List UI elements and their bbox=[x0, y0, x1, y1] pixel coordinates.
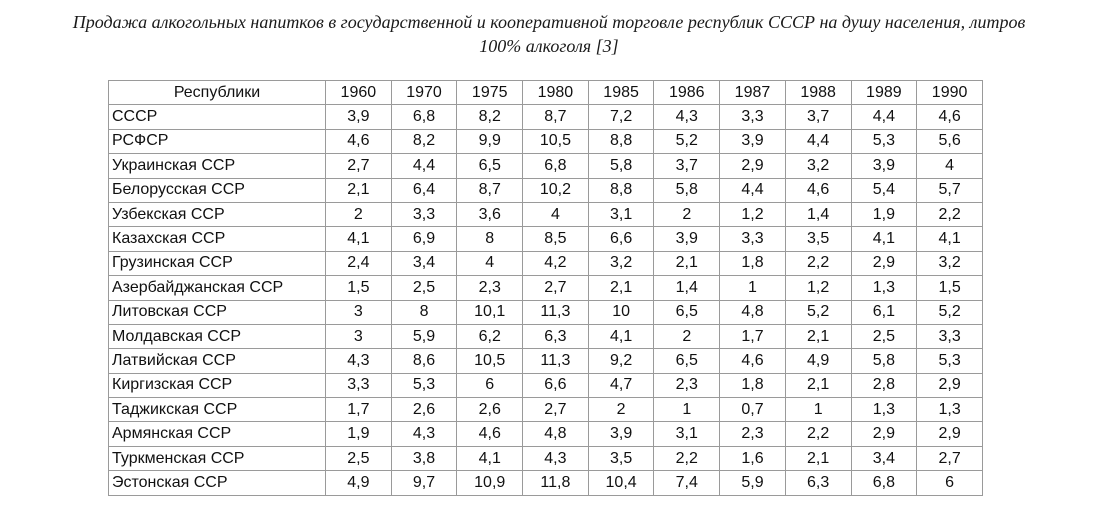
alcohol-sales-table bbox=[108, 80, 983, 496]
value-cell: 2,7 bbox=[523, 398, 589, 422]
value-cell: 1,7 bbox=[326, 398, 392, 422]
column-header-year: 1986 bbox=[654, 81, 720, 105]
column-header-year: 1990 bbox=[917, 81, 983, 105]
value-cell: 1,9 bbox=[326, 422, 392, 446]
value-cell: 1,2 bbox=[720, 202, 786, 226]
value-cell: 2,1 bbox=[588, 276, 654, 300]
table-row bbox=[109, 398, 983, 422]
table-row bbox=[109, 227, 983, 251]
value-cell: 2,2 bbox=[654, 446, 720, 470]
value-cell: 4,1 bbox=[917, 227, 983, 251]
value-cell: 3,7 bbox=[785, 105, 851, 129]
value-cell: 3,9 bbox=[326, 105, 392, 129]
value-cell: 4 bbox=[523, 202, 589, 226]
value-cell: 6,8 bbox=[391, 105, 457, 129]
value-cell: 10,5 bbox=[457, 349, 523, 373]
value-cell: 6 bbox=[457, 373, 523, 397]
republic-name-cell: РСФСР bbox=[109, 129, 326, 153]
value-cell: 6,9 bbox=[391, 227, 457, 251]
value-cell: 4,6 bbox=[917, 105, 983, 129]
republic-name-cell: Литовская ССР bbox=[109, 300, 326, 324]
value-cell: 3,4 bbox=[851, 446, 917, 470]
column-header-year: 1970 bbox=[391, 81, 457, 105]
value-cell: 7,2 bbox=[588, 105, 654, 129]
value-cell: 11,3 bbox=[523, 349, 589, 373]
value-cell: 9,9 bbox=[457, 129, 523, 153]
value-cell: 10 bbox=[588, 300, 654, 324]
value-cell: 5,2 bbox=[917, 300, 983, 324]
value-cell: 4,6 bbox=[457, 422, 523, 446]
value-cell: 4,3 bbox=[654, 105, 720, 129]
caption-line-1: Продажа алкогольных напитков в государственной и кооперативной торговле республик СССР на душу населения, литров bbox=[72, 12, 1026, 32]
value-cell: 3,3 bbox=[326, 373, 392, 397]
value-cell: 5,9 bbox=[391, 324, 457, 348]
value-cell: 2,9 bbox=[851, 251, 917, 275]
value-cell: 6,3 bbox=[785, 471, 851, 495]
value-cell: 3,2 bbox=[917, 251, 983, 275]
republic-name-cell: Армянская ССР bbox=[109, 422, 326, 446]
value-cell: 3,4 bbox=[391, 251, 457, 275]
value-cell: 2,1 bbox=[326, 178, 392, 202]
value-cell: 3,3 bbox=[720, 105, 786, 129]
value-cell: 4,7 bbox=[588, 373, 654, 397]
republic-name-cell: Киргизская ССР bbox=[109, 373, 326, 397]
value-cell: 1,3 bbox=[851, 398, 917, 422]
value-cell: 5,6 bbox=[917, 129, 983, 153]
republic-name-cell: Белорусская ССР bbox=[109, 178, 326, 202]
value-cell: 3,6 bbox=[457, 202, 523, 226]
value-cell: 5,9 bbox=[720, 471, 786, 495]
value-cell: 1 bbox=[785, 398, 851, 422]
value-cell: 2,5 bbox=[851, 324, 917, 348]
value-cell: 4,2 bbox=[523, 251, 589, 275]
value-cell: 1,5 bbox=[326, 276, 392, 300]
value-cell: 2,1 bbox=[654, 251, 720, 275]
value-cell: 3,1 bbox=[654, 422, 720, 446]
value-cell: 8,8 bbox=[588, 178, 654, 202]
value-cell: 8,5 bbox=[523, 227, 589, 251]
table-row bbox=[109, 324, 983, 348]
republic-name-cell: Молдавская ССР bbox=[109, 324, 326, 348]
value-cell: 2,4 bbox=[326, 251, 392, 275]
value-cell: 6,3 bbox=[523, 324, 589, 348]
value-cell: 2,9 bbox=[917, 422, 983, 446]
value-cell: 1,5 bbox=[917, 276, 983, 300]
value-cell: 1,2 bbox=[785, 276, 851, 300]
republic-name-cell: Эстонская ССР bbox=[109, 471, 326, 495]
value-cell: 1,4 bbox=[654, 276, 720, 300]
value-cell: 4,4 bbox=[391, 154, 457, 178]
value-cell: 4,4 bbox=[785, 129, 851, 153]
table-caption bbox=[0, 10, 1098, 58]
table-row bbox=[109, 129, 983, 153]
value-cell: 2,6 bbox=[391, 398, 457, 422]
value-cell: 8,2 bbox=[457, 105, 523, 129]
republic-name-cell: Украинская ССР bbox=[109, 154, 326, 178]
value-cell: 3 bbox=[326, 300, 392, 324]
value-cell: 6,2 bbox=[457, 324, 523, 348]
value-cell: 10,1 bbox=[457, 300, 523, 324]
value-cell: 8,2 bbox=[391, 129, 457, 153]
table-row bbox=[109, 178, 983, 202]
value-cell: 3,2 bbox=[588, 251, 654, 275]
value-cell: 3,9 bbox=[720, 129, 786, 153]
value-cell: 5,7 bbox=[917, 178, 983, 202]
value-cell: 2,7 bbox=[326, 154, 392, 178]
value-cell: 4,3 bbox=[326, 349, 392, 373]
value-cell: 3,7 bbox=[654, 154, 720, 178]
republic-name-cell: Казахская ССР bbox=[109, 227, 326, 251]
value-cell: 5,8 bbox=[654, 178, 720, 202]
value-cell: 9,7 bbox=[391, 471, 457, 495]
value-cell: 4,1 bbox=[457, 446, 523, 470]
value-cell: 1,3 bbox=[917, 398, 983, 422]
value-cell: 4,8 bbox=[720, 300, 786, 324]
value-cell: 4 bbox=[917, 154, 983, 178]
republic-name-cell: Азербайджанская ССР bbox=[109, 276, 326, 300]
value-cell: 2,1 bbox=[785, 446, 851, 470]
table-body bbox=[109, 105, 983, 495]
value-cell: 5,3 bbox=[851, 129, 917, 153]
value-cell: 4,9 bbox=[785, 349, 851, 373]
value-cell: 2 bbox=[654, 324, 720, 348]
value-cell: 2,9 bbox=[851, 422, 917, 446]
value-cell: 2,7 bbox=[523, 276, 589, 300]
value-cell: 8 bbox=[391, 300, 457, 324]
value-cell: 2,5 bbox=[326, 446, 392, 470]
value-cell: 6,4 bbox=[391, 178, 457, 202]
table-header bbox=[109, 81, 983, 105]
table-row bbox=[109, 471, 983, 495]
value-cell: 1 bbox=[654, 398, 720, 422]
value-cell: 4,9 bbox=[326, 471, 392, 495]
value-cell: 2,2 bbox=[785, 422, 851, 446]
column-header-year: 1988 bbox=[785, 81, 851, 105]
value-cell: 1,6 bbox=[720, 446, 786, 470]
value-cell: 11,8 bbox=[523, 471, 589, 495]
value-cell: 10,5 bbox=[523, 129, 589, 153]
value-cell: 2,6 bbox=[457, 398, 523, 422]
value-cell: 7,4 bbox=[654, 471, 720, 495]
value-cell: 2,1 bbox=[785, 324, 851, 348]
value-cell: 3,1 bbox=[588, 202, 654, 226]
table-row bbox=[109, 373, 983, 397]
caption-line-2: 100% алкоголя [3] bbox=[479, 36, 619, 56]
value-cell: 6,6 bbox=[523, 373, 589, 397]
column-header-year: 1987 bbox=[720, 81, 786, 105]
value-cell: 2 bbox=[326, 202, 392, 226]
republic-name-cell: Грузинская ССР bbox=[109, 251, 326, 275]
value-cell: 1,8 bbox=[720, 373, 786, 397]
column-header-year: 1989 bbox=[851, 81, 917, 105]
value-cell: 3 bbox=[326, 324, 392, 348]
table-row bbox=[109, 349, 983, 373]
value-cell: 3,2 bbox=[785, 154, 851, 178]
republic-name-cell: Латвийская ССР bbox=[109, 349, 326, 373]
value-cell: 8 bbox=[457, 227, 523, 251]
header-row bbox=[109, 81, 983, 105]
value-cell: 6,5 bbox=[457, 154, 523, 178]
value-cell: 2,3 bbox=[720, 422, 786, 446]
value-cell: 4,6 bbox=[326, 129, 392, 153]
value-cell: 2,7 bbox=[917, 446, 983, 470]
value-cell: 6 bbox=[917, 471, 983, 495]
value-cell: 3,5 bbox=[785, 227, 851, 251]
value-cell: 5,4 bbox=[851, 178, 917, 202]
value-cell: 6,8 bbox=[523, 154, 589, 178]
column-header-year: 1975 bbox=[457, 81, 523, 105]
republic-name-cell: Таджикская ССР bbox=[109, 398, 326, 422]
value-cell: 6,5 bbox=[654, 300, 720, 324]
column-header-republics: Республики bbox=[109, 81, 326, 105]
value-cell: 4,3 bbox=[523, 446, 589, 470]
value-cell: 2,9 bbox=[917, 373, 983, 397]
table-row bbox=[109, 202, 983, 226]
value-cell: 2 bbox=[654, 202, 720, 226]
column-header-year: 1960 bbox=[326, 81, 392, 105]
value-cell: 3,3 bbox=[720, 227, 786, 251]
value-cell: 5,8 bbox=[588, 154, 654, 178]
value-cell: 3,5 bbox=[588, 446, 654, 470]
value-cell: 1,3 bbox=[851, 276, 917, 300]
value-cell: 5,2 bbox=[785, 300, 851, 324]
table-row bbox=[109, 422, 983, 446]
republic-name-cell: Туркменская ССР bbox=[109, 446, 326, 470]
value-cell: 4 bbox=[457, 251, 523, 275]
value-cell: 1,4 bbox=[785, 202, 851, 226]
value-cell: 5,2 bbox=[654, 129, 720, 153]
table-row bbox=[109, 105, 983, 129]
value-cell: 3,3 bbox=[917, 324, 983, 348]
value-cell: 8,7 bbox=[457, 178, 523, 202]
value-cell: 6,5 bbox=[654, 349, 720, 373]
value-cell: 4,4 bbox=[851, 105, 917, 129]
column-header-year: 1985 bbox=[588, 81, 654, 105]
value-cell: 3,9 bbox=[588, 422, 654, 446]
republic-name-cell: Узбекская ССР bbox=[109, 202, 326, 226]
value-cell: 2 bbox=[588, 398, 654, 422]
value-cell: 1,8 bbox=[720, 251, 786, 275]
value-cell: 2,5 bbox=[391, 276, 457, 300]
value-cell: 3,8 bbox=[391, 446, 457, 470]
value-cell: 9,2 bbox=[588, 349, 654, 373]
value-cell: 10,4 bbox=[588, 471, 654, 495]
column-header-year: 1980 bbox=[523, 81, 589, 105]
value-cell: 10,9 bbox=[457, 471, 523, 495]
value-cell: 4,6 bbox=[785, 178, 851, 202]
value-cell: 1,9 bbox=[851, 202, 917, 226]
value-cell: 4,1 bbox=[588, 324, 654, 348]
republic-name-cell: СССР bbox=[109, 105, 326, 129]
value-cell: 2,3 bbox=[457, 276, 523, 300]
value-cell: 11,3 bbox=[523, 300, 589, 324]
value-cell: 1,7 bbox=[720, 324, 786, 348]
table-row bbox=[109, 446, 983, 470]
value-cell: 10,2 bbox=[523, 178, 589, 202]
value-cell: 2,8 bbox=[851, 373, 917, 397]
value-cell: 5,3 bbox=[391, 373, 457, 397]
value-cell: 2,1 bbox=[785, 373, 851, 397]
value-cell: 6,6 bbox=[588, 227, 654, 251]
value-cell: 4,1 bbox=[326, 227, 392, 251]
value-cell: 4,1 bbox=[851, 227, 917, 251]
table-row bbox=[109, 276, 983, 300]
value-cell: 6,1 bbox=[851, 300, 917, 324]
table-row bbox=[109, 154, 983, 178]
value-cell: 2,9 bbox=[720, 154, 786, 178]
value-cell: 3,9 bbox=[654, 227, 720, 251]
value-cell: 4,8 bbox=[523, 422, 589, 446]
value-cell: 5,3 bbox=[917, 349, 983, 373]
value-cell: 1 bbox=[720, 276, 786, 300]
value-cell: 4,6 bbox=[720, 349, 786, 373]
value-cell: 5,8 bbox=[851, 349, 917, 373]
value-cell: 4,4 bbox=[720, 178, 786, 202]
table-row bbox=[109, 300, 983, 324]
value-cell: 6,8 bbox=[851, 471, 917, 495]
value-cell: 2,2 bbox=[917, 202, 983, 226]
value-cell: 3,9 bbox=[851, 154, 917, 178]
value-cell: 3,3 bbox=[391, 202, 457, 226]
value-cell: 8,7 bbox=[523, 105, 589, 129]
value-cell: 8,6 bbox=[391, 349, 457, 373]
value-cell: 8,8 bbox=[588, 129, 654, 153]
table-row bbox=[109, 251, 983, 275]
value-cell: 2,2 bbox=[785, 251, 851, 275]
value-cell: 2,3 bbox=[654, 373, 720, 397]
value-cell: 4,3 bbox=[391, 422, 457, 446]
value-cell: 0,7 bbox=[720, 398, 786, 422]
